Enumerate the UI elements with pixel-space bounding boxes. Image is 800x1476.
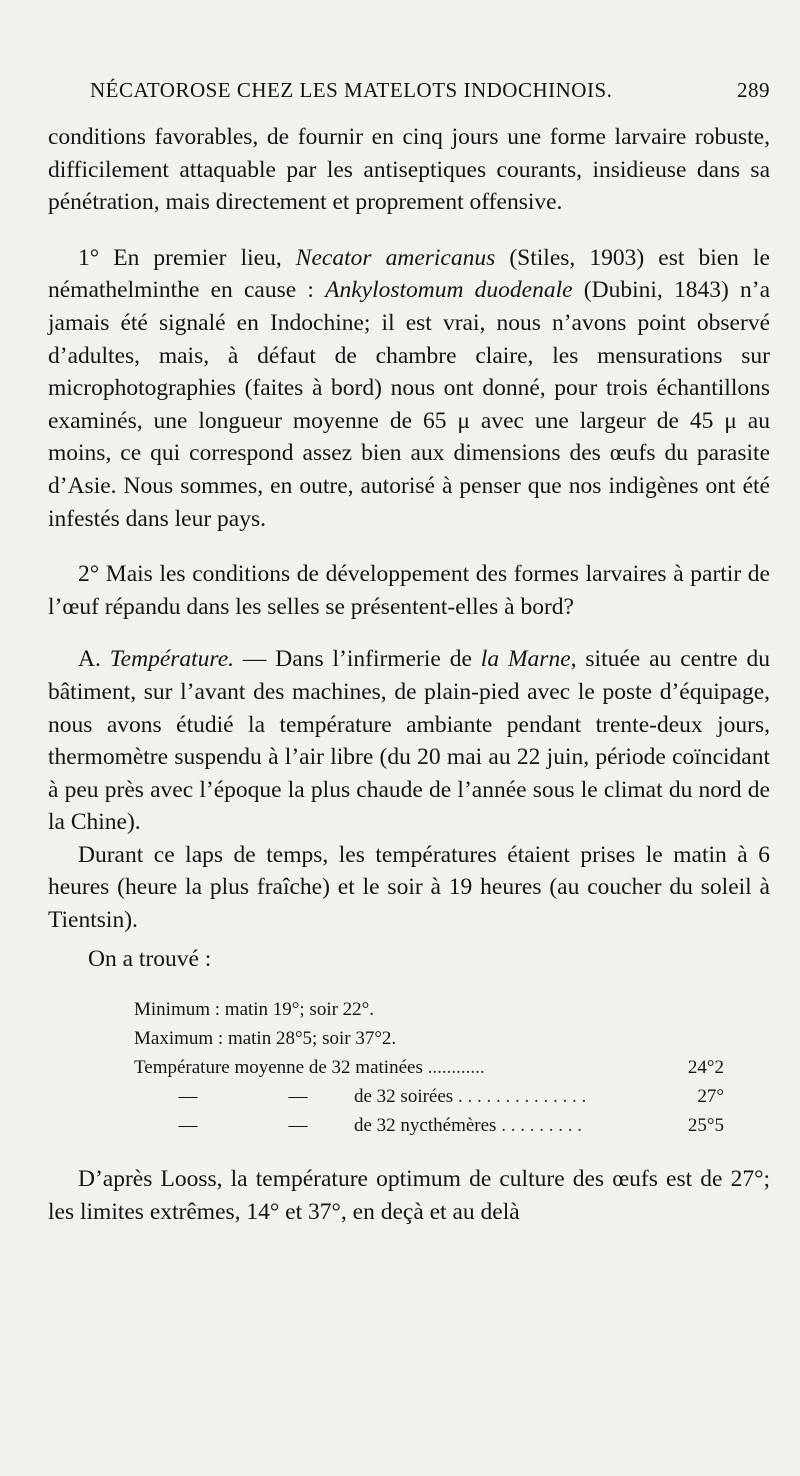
species-mid: (Stiles, 1903) est bien le némathelminthe en cause :: [48, 244, 770, 304]
species-necator: Necator americanus: [295, 244, 496, 271]
temperature-text-b: , située au centre du bâtiment, sur l’avant des machines, de plain-pied avec le poste d’équipage, nous avons étudié la température ambiante pendant trente-deux jours, thermomètre suspendu à l’air libre (du 20 mai au 22 juin, période coïncidant à peu près avec l’époque la plus chaude de l’année sous le climat du nord de la Chine).: [48, 646, 771, 836]
species-ankylostomum: Ankylostomum duodenale: [325, 277, 573, 304]
section-heading-temperature: Température.: [109, 646, 234, 673]
page-number: 289: [737, 78, 770, 102]
temperature-text-a: — Dans l’infirmerie de: [234, 646, 481, 673]
leader-dots: ............: [427, 1057, 485, 1079]
section-letter: A.: [78, 646, 110, 673]
mean-value: 27°: [697, 1086, 724, 1108]
species-intro: 1° En premier lieu,: [78, 244, 296, 271]
ditto-dash: —: [288, 1115, 308, 1137]
mean-label: de 32 soirées: [354, 1086, 454, 1108]
running-title: NÉCATOROSE CHEZ LES MATELOTS INDOCHINOIS.: [90, 78, 613, 102]
temperature-maximum: Maximum : matin 28°5; soir 37°2.: [134, 1028, 397, 1050]
temperature-maximum-row: [134, 1024, 724, 1053]
paragraph-development: 2° Mais les conditions de développement des formes larvaires à partir de l’œuf répandu dans les selles se présentent-elles à bord?: [48, 561, 770, 620]
running-header: [90, 78, 770, 103]
leader-dots: . . . . . . . . . . . . . .: [457, 1086, 587, 1108]
ditto-dash: —: [178, 1086, 198, 1108]
temperature-table: [134, 995, 724, 1140]
mean-label: de 32 matinées: [308, 1057, 423, 1079]
paragraph-species: [48, 242, 770, 535]
paragraph-looss: D’après Looss, la température optimum de culture des œufs est de 27°; les limites extrêmes, 14° et 37°, en deçà et au delà: [48, 1166, 770, 1225]
on-a-trouve: On a trouvé :: [88, 945, 212, 972]
page: [48, 78, 770, 1228]
paragraph-continuation: conditions favorables, de fournir en cinq jours une forme larvaire robuste, difficilement attaquable par les antiseptiques courants, insidieuse dans sa pénétration, mais directement et proprement offensive.: [48, 124, 770, 216]
ditto-dash: —: [178, 1115, 198, 1137]
temperature-mean-row: [134, 1053, 724, 1082]
mean-prefix: Température moyenne: [134, 1057, 309, 1079]
paragraph-measurement-times: Durant ce laps de temps, les températures étaient prises le matin à 6 heures (heure la plus fraîche) et le soir à 19 heures (au coucher du soleil à Tientsin).: [48, 841, 770, 934]
ship-name: la Marne: [480, 646, 571, 673]
temperature-minimum-row: [134, 995, 724, 1024]
mean-label: de 32 nycthémères: [354, 1115, 497, 1137]
mean-value: 24°2: [687, 1057, 724, 1079]
temperature-mean-row: [134, 1082, 724, 1111]
species-rest: (Dubini, 1843) n’a jamais été signalé en Indochine; il est vrai, nous n’avons point observé d’adultes, mais, à défaut de chambre claire, les mensurations sur microphotographies (faites à bord) nous ont donné, pour trois échantillons examinés, une longueur moyenne de 65 μ avec une largeur de 45 μ au moins, ce qui correspond assez bien aux dimensions des œufs du parasite d’Asie. Nous sommes, en outre, autorisé à penser que nos indigènes ont été infestés dans leur pays.: [48, 277, 770, 532]
ditto-dash: —: [288, 1086, 308, 1108]
temperature-mean-row: [134, 1111, 724, 1140]
leader-dots: . . . . . . . . .: [501, 1115, 582, 1137]
mean-value: 25°5: [687, 1115, 724, 1137]
paragraph-temperature: [48, 643, 770, 839]
temperature-minimum: Minimum : matin 19°; soir 22°.: [134, 999, 375, 1021]
